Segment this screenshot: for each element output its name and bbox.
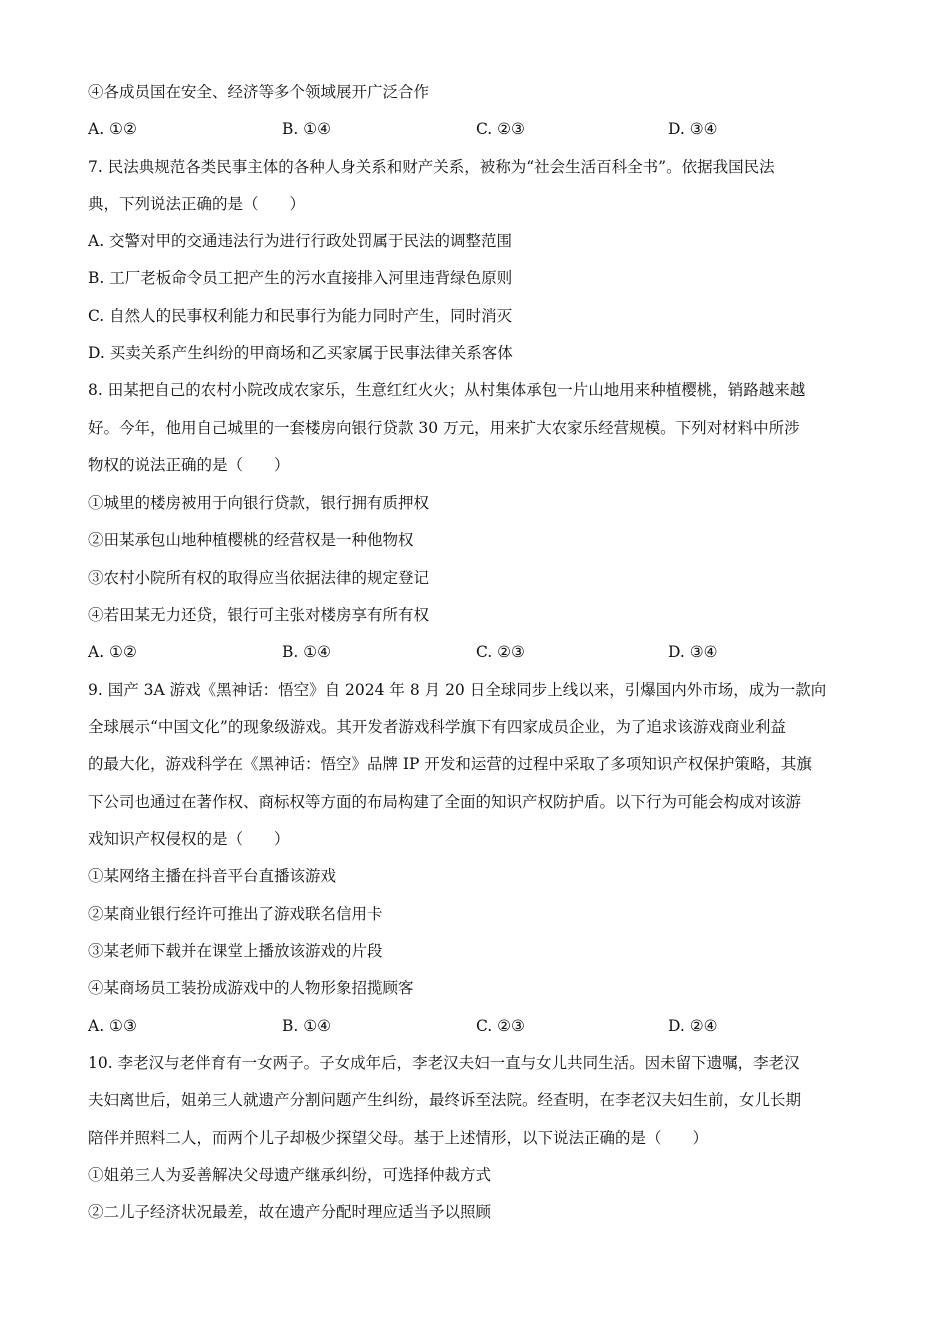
q7-choice-c: C. 自然人的民事权利能力和民事行为能力同时产生，同时消灭 (88, 307, 513, 325)
q9-statement-4: ④某商场员工装扮成游戏中的人物形象招揽顾客 (88, 979, 414, 997)
q7-choice-b: B. 工厂老板命令员工把产生的污水直接排入河里违背绿色原则 (88, 269, 513, 287)
q7-choice-d: D. 买卖关系产生纠纷的甲商场和乙买家属于民事法律关系客体 (88, 344, 513, 362)
q9-stem-line-1: 9. 国产 3A 游戏《黑神话：悟空》自 2024 年 8 月 20 日全球同步上线以来，引爆国内外市场，成为一款向 (88, 681, 827, 699)
q9-stem-line-3: 的最大化，游戏科学在《黑神话：悟空》品牌 IP 开发和运营的过程中采取了多项知识产权保护策略，其旗 (88, 755, 812, 773)
q9-option-d: D. ②④ (668, 1017, 718, 1035)
q10-statement-1: ①姐弟三人为妥善解决父母遗产继承纠纷，可选择仲裁方式 (88, 1166, 492, 1184)
q10-stem-line-1: 10. 李老汉与老伴育有一女两子。子女成年后，李老汉夫妇一直与女儿共同生活。因未留下遗嘱，李老汉 (88, 1054, 800, 1072)
q9-stem-line-4: 下公司也通过在著作权、商标权等方面的布局构建了全面的知识产权防护盾。以下行为可能会构成对该游 (88, 793, 802, 811)
q9-options (88, 1016, 868, 1036)
q9-statement-3: ③某老师下载并在课堂上播放该游戏的片段 (88, 942, 383, 960)
q7-stem-line-2: 典，下列说法正确的是（ ） (88, 195, 306, 213)
q7-choice-a: A. 交警对甲的交通违法行为进行行政处罚属于民法的调整范围 (88, 232, 513, 250)
q10-statement-2: ②二儿子经济状况最差，故在遗产分配时理应适当予以照顾 (88, 1203, 492, 1221)
q9-option-a: A. ①③ (88, 1017, 137, 1035)
q7-stem-line-1: 7. 民法典规范各类民事主体的各种人身关系和财产关系，被称为“社会生活百科全书”。依据我国民法 (88, 158, 775, 176)
q8-option-d: D. ③④ (668, 643, 718, 661)
q6-statement-4: ④各成员国在安全、经济等多个领域展开广泛合作 (88, 83, 430, 101)
q8-option-b: B. ①④ (282, 643, 332, 661)
q9-stem-line-2: 全球展示“中国文化”的现象级游戏。其开发者游戏科学旗下有四家成员企业，为了追求该游戏商业利益 (88, 718, 786, 736)
q8-option-c: C. ②③ (476, 643, 525, 661)
q6-option-d: D. ③④ (668, 120, 718, 138)
q8-statement-3: ③农村小院所有权的取得应当依据法律的规定登记 (88, 569, 430, 587)
q8-statement-1: ①城里的楼房被用于向银行贷款，银行拥有质押权 (88, 494, 430, 512)
q9-statement-1: ①某网络主播在抖音平台直播该游戏 (88, 867, 337, 885)
q8-stem-line-1: 8. 田某把自己的农村小院改成农家乐，生意红红火火；从村集体承包一片山地用来种植樱桃，销路越来越 (88, 381, 806, 399)
q8-option-a: A. ①② (88, 643, 137, 661)
q10-stem-line-2: 夫妇离世后，姐弟三人就遗产分割问题产生纠纷，最终诉至法院。经查明，在李老汉夫妇生前，女儿长期 (88, 1091, 802, 1109)
q10-stem-line-3: 陪伴并照料二人，而两个儿子却极少探望父母。基于上述情形，以下说法正确的是（ ） (88, 1129, 709, 1147)
q8-statement-2: ②田某承包山地种植樱桃的经营权是一种他物权 (88, 531, 414, 549)
q8-statement-4: ④若田某无力还贷，银行可主张对楼房享有所有权 (88, 606, 430, 624)
q8-stem-line-2: 好。今年，他用自己城里的一套楼房向银行贷款 30 万元，用来扩大农家乐经营规模。下列对材料中所涉 (88, 419, 800, 437)
q6-option-c: C. ②③ (476, 120, 525, 138)
q6-options (88, 119, 868, 139)
q8-stem-line-3: 物权的说法正确的是（ ） (88, 456, 290, 474)
q9-stem-line-5: 戏知识产权侵权的是（ ） (88, 830, 290, 848)
q9-statement-2: ②某商业银行经许可推出了游戏联名信用卡 (88, 905, 383, 923)
q8-options (88, 642, 868, 662)
q9-option-c: C. ②③ (476, 1017, 525, 1035)
q9-option-b: B. ①④ (282, 1017, 332, 1035)
q6-option-a: A. ①② (88, 120, 137, 138)
q6-option-b: B. ①④ (282, 120, 332, 138)
